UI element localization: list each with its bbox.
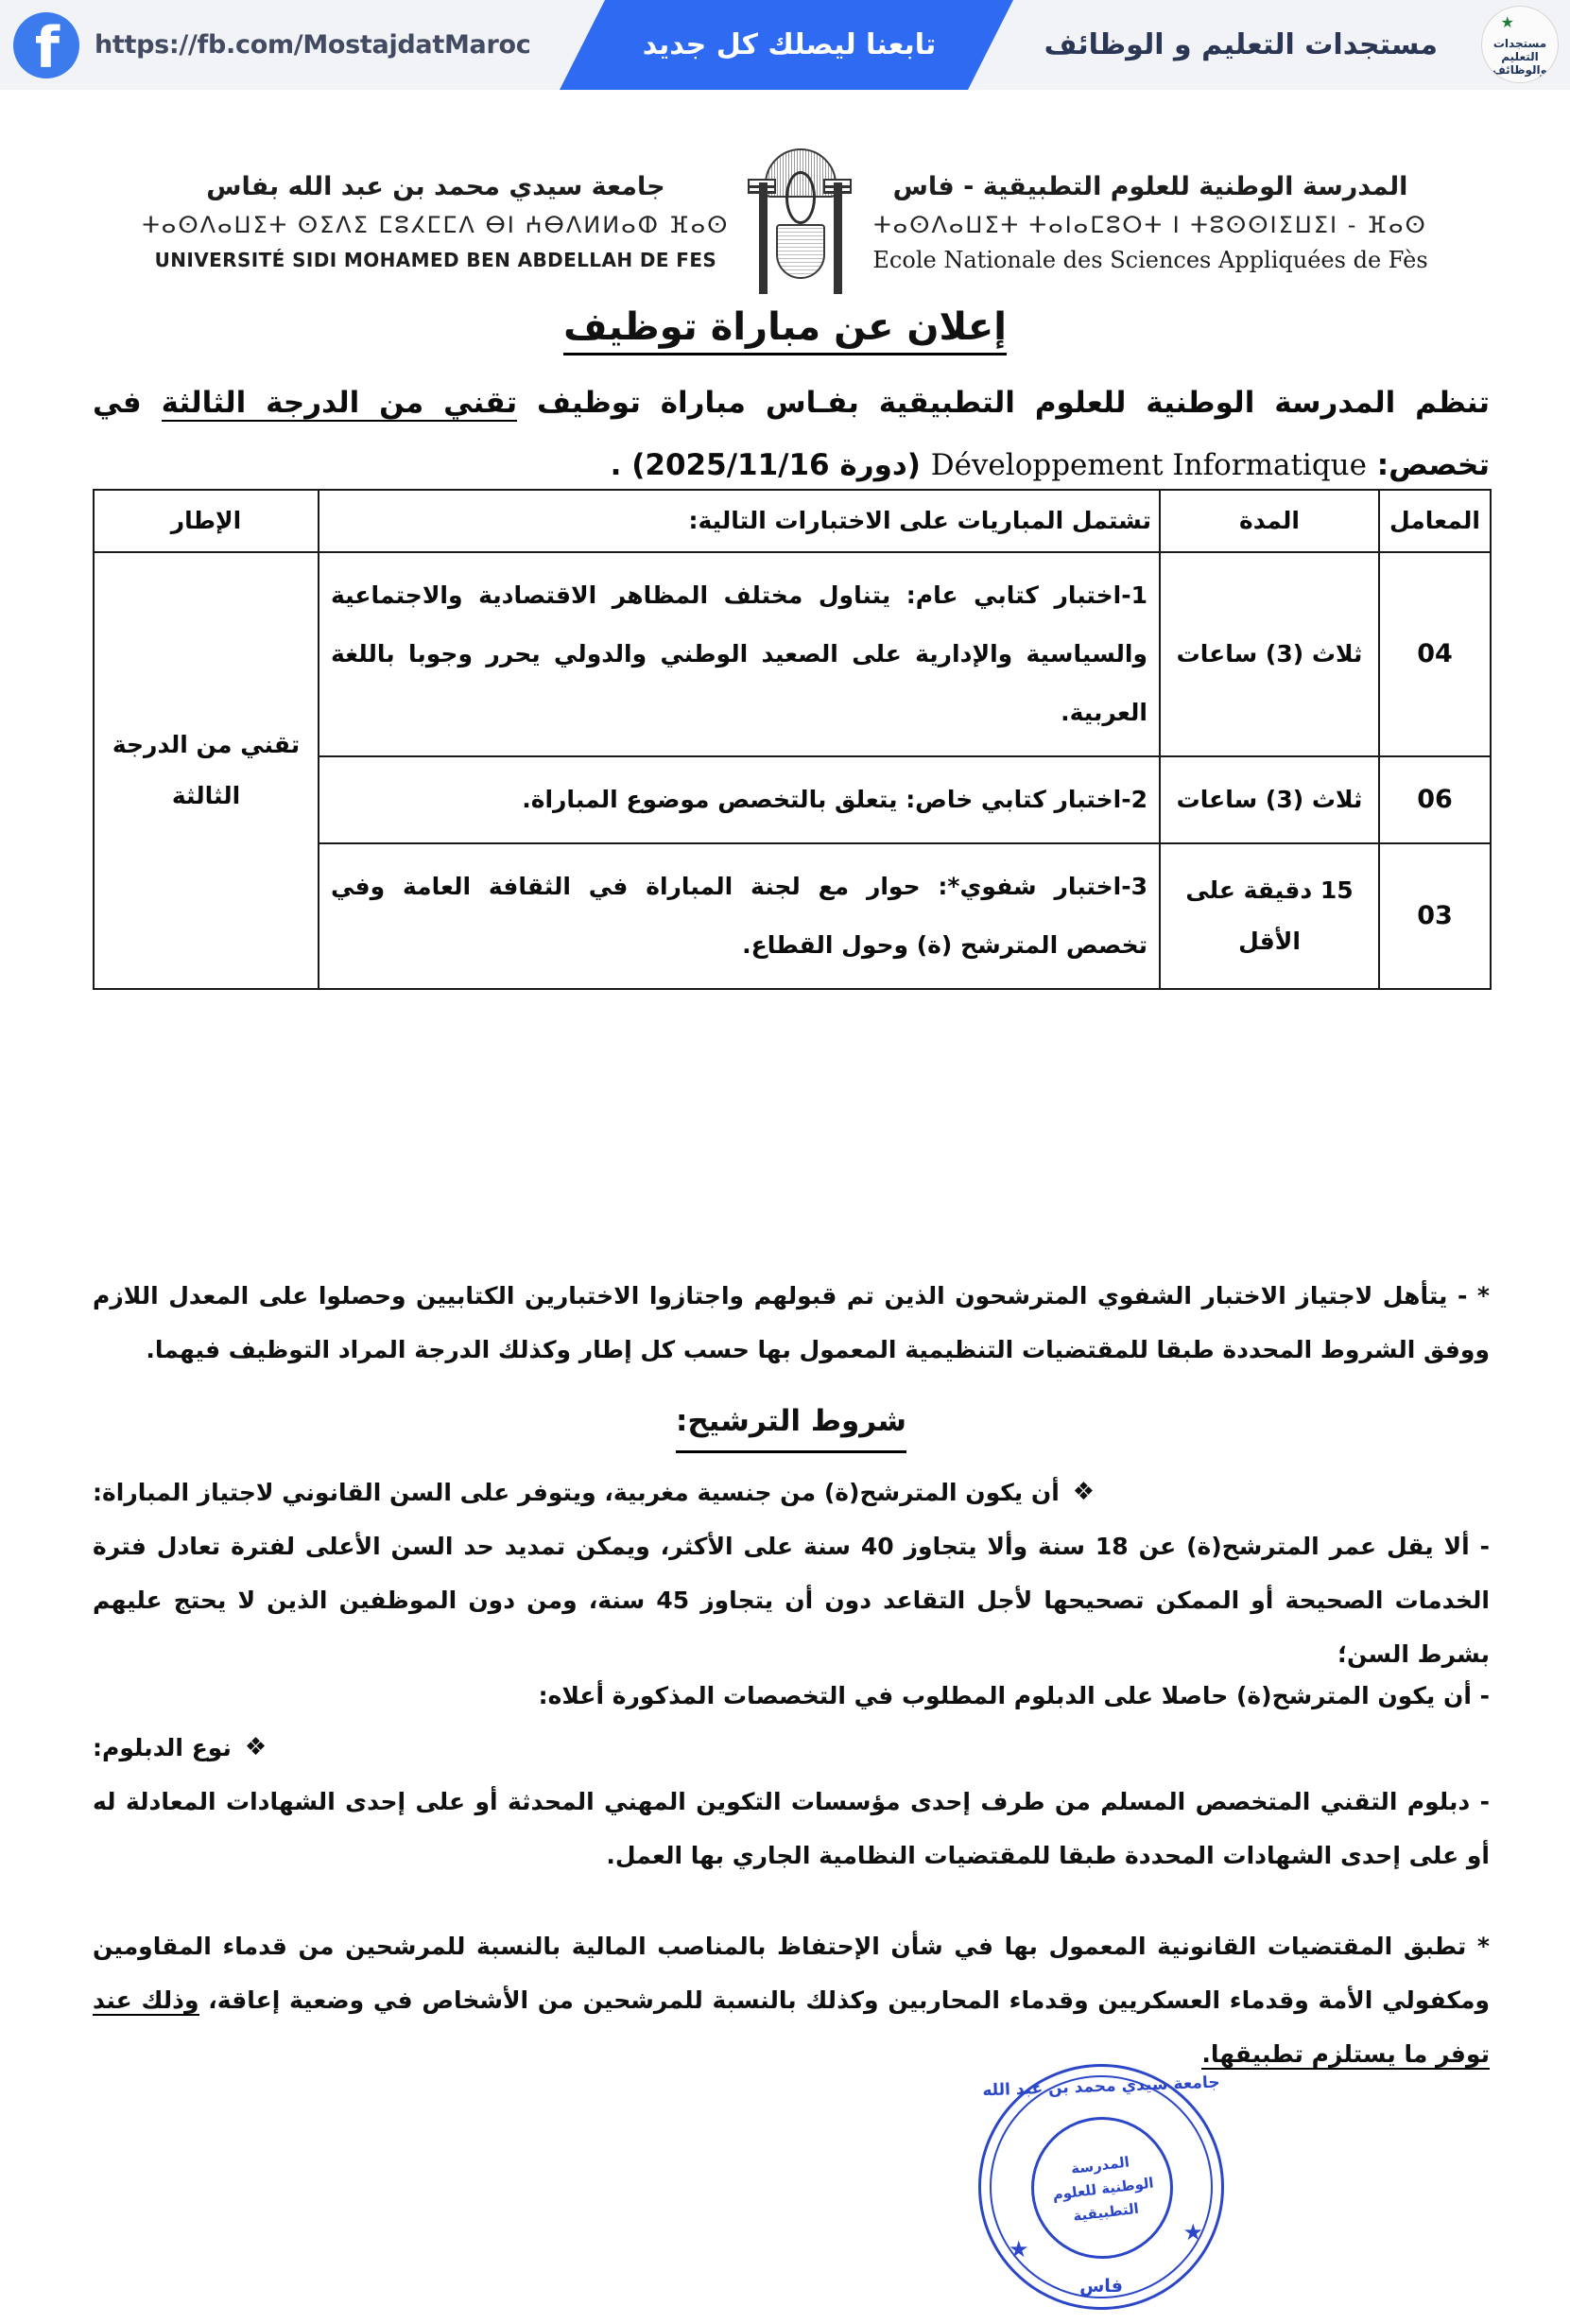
banner-brand-text: مستجدات التعليم و الوظائف bbox=[1044, 28, 1438, 61]
cell-duration-2: ثلاث (3) ساعات bbox=[1160, 756, 1379, 843]
header-frame: الإطار bbox=[94, 490, 319, 552]
stamp-outer-text: جامعة سيدي محمد بن عبد الله bbox=[982, 2073, 1220, 2101]
stamp-city-text: فاس bbox=[1079, 2276, 1123, 2297]
letterhead bbox=[0, 128, 1570, 317]
letterhead-university-block bbox=[142, 167, 729, 277]
conditions-heading bbox=[93, 1395, 1490, 1453]
emblem-crown-shape bbox=[776, 224, 825, 279]
bullet-row bbox=[93, 1466, 1490, 1519]
diamond-bullet-icon: ❖ bbox=[244, 1733, 267, 1761]
intro-part-1: تنظم المدرسة الوطنية للعلوم التطبيقية بفـاس مباراة توظيف bbox=[517, 386, 1490, 420]
school-name-french: Ecole Nationale des Sciences Appliquées de Fès bbox=[872, 247, 1428, 273]
stamp-inner-line-3: التطبيقية bbox=[1072, 2199, 1140, 2225]
emblem-left-pillar bbox=[759, 182, 768, 294]
emblem-center-oval bbox=[785, 171, 816, 224]
cell-description-2: 2-اختبار كتابي خاص: يتعلق بالتخصص موضوع المباراة. bbox=[319, 756, 1160, 843]
banner-brand-badge bbox=[1481, 6, 1559, 83]
header-coefficient: المعامل bbox=[1379, 490, 1491, 552]
diploma-body-text: - دبلوم التقني المتخصص المسلم من طرف إحدى مؤسسات التكوين المهني المحدثة أو على إحدى الشهادات المعادلة له أو على إحدى الشهادات المحددة طبقا للمقتضيات النظامية الجاري بها العمل. bbox=[93, 1788, 1490, 1869]
page-title-text: إعلان عن مباراة توظيف bbox=[563, 305, 1007, 356]
badge-line-2: والوظائف bbox=[1492, 62, 1548, 77]
cell-frame: تقني من الدرجة الثالثة bbox=[94, 552, 319, 989]
promo-banner bbox=[0, 0, 1570, 90]
legal-note-part-1: * تطبق المقتضيات القانونية المعمول بها في شأن الإحتفاظ بالمناصب المالية بالنسبة للمرشحين من قدماء المقاومين ومكفولي الأمة وقدماء العسكريين وقدماء المحاربين وكذلك بالنسبة للمرشحين من الأشخاص في وضعية إعاقة، bbox=[93, 1933, 1490, 2014]
stamp-star-left-icon: ★ bbox=[1009, 2236, 1029, 2263]
exam-table-head bbox=[94, 490, 1491, 552]
table-row bbox=[94, 552, 1491, 756]
cell-coefficient-3: 03 bbox=[1379, 843, 1491, 989]
cell-description-1: 1-اختبار كتابي عام: يتناول مختلف المظاهر الاقتصادية والاجتماعية والسياسية والإدارية على الصعيد الوطني والدولي يحرر وجوبا باللغة العربية. bbox=[319, 552, 1160, 756]
legal-note bbox=[93, 1919, 1490, 2081]
stamp-middle-ring bbox=[990, 2075, 1213, 2298]
emblem-right-pillar bbox=[834, 182, 842, 294]
university-name-arabic: جامعة سيدي محمد بن عبد الله بفاس bbox=[206, 172, 665, 201]
exam-table-body bbox=[94, 552, 1491, 989]
condition-age-detail: - ألا يقل عمر المترشح(ة) عن 18 سنة وألا يتجاوز 40 سنة على الأكثر، ويمكن تمديد حد السن الأعلى لفترة تعادل فترة الخدمات الصحيحة أو الممكن تصحيحها لأجل التقاعد دون أن يتجاوز 45 سنة، ومن دون الموظفين الذين لا يحتج عليهم بشرط السن؛ bbox=[93, 1533, 1491, 1668]
stamp-outer-ring bbox=[978, 2064, 1224, 2310]
cell-coefficient-1: 04 bbox=[1379, 552, 1491, 756]
exam-table bbox=[93, 489, 1492, 990]
school-name-arabic: المدرسة الوطنية للعلوم التطبيقية - فاس bbox=[892, 172, 1408, 201]
table-header-row bbox=[94, 490, 1491, 552]
banner-slogan: تابعنا ليصلك كل جديد bbox=[642, 28, 937, 61]
stamp-inner-line-2: الوطنية للعلوم bbox=[1051, 2174, 1155, 2203]
intro-period: . bbox=[610, 448, 632, 482]
morocco-crest-icon: ★ bbox=[1500, 12, 1514, 31]
condition-item-nationality bbox=[93, 1466, 1490, 1519]
stamp-inner-ring bbox=[1031, 2117, 1173, 2259]
intro-session: (دورة 2025/11/16) bbox=[631, 448, 921, 482]
cell-duration-3: 15 دقيقة على الأقل bbox=[1160, 843, 1379, 989]
condition-nationality-text: أن يكون المترشح(ة) من جنسية مغربية، ويتوفر على السن القانوني لاجتياز المباراة: bbox=[93, 1479, 1060, 1506]
school-name-tifinagh: ⵜⴰⵙⴷⴰⵡⵉⵜ ⵜⴰⵏⴰⵎⵓⵔⵜ ⵏ ⵜⵓⵙⵙⵏⵉⵡⵉⵏ - ⴼⴰⵙ bbox=[873, 212, 1427, 238]
facebook-url-link[interactable]: https://fb.com/MostajdatMaroc bbox=[95, 30, 531, 60]
university-emblem-icon bbox=[744, 145, 857, 301]
stamp-inner-line-1: المدرسة bbox=[1070, 2152, 1130, 2177]
document-sheet bbox=[0, 90, 1570, 2324]
diamond-bullet-icon: ❖ bbox=[1072, 1478, 1096, 1506]
conditions-heading-text: شروط الترشيح: bbox=[676, 1395, 906, 1453]
header-duration: المدة bbox=[1160, 490, 1379, 552]
cell-description-3: 3-اختبار شفوي*: حوار مع لجنة المباراة في الثقافة العامة وفي تخصص المترشح (ة) وحول القطاع. bbox=[319, 843, 1160, 989]
cell-coefficient-2: 06 bbox=[1379, 756, 1491, 843]
stamp-core-text bbox=[1030, 2125, 1176, 2253]
badge-line-1: مستجدات التعليم bbox=[1492, 36, 1547, 63]
cell-duration-1: ثلاث (3) ساعات bbox=[1160, 552, 1379, 756]
intro-underlined-grade: تقني من الدرجة الثالثة bbox=[161, 386, 518, 420]
university-name-french: UNIVERSITÉ SIDI MOHAMED BEN ABDELLAH DE FES bbox=[154, 249, 717, 271]
condition-diploma-detail: - أن يكون المترشح(ة) حاصلا على الدبلوم المطلوب في التخصصات المذكورة أعلاه: bbox=[538, 1682, 1490, 1709]
letterhead-school-block bbox=[872, 167, 1427, 277]
facebook-f-glyph: f bbox=[34, 15, 60, 81]
intro-paragraph bbox=[93, 372, 1490, 496]
page-title bbox=[0, 305, 1570, 356]
oral-exam-note: * - يتأهل لاجتياز الاختبار الشفوي المترشحون الذين تم قبولهم واجتازوا الاختبارين الكتابيين وحصلوا على المعدل اللازم ووفق الشروط المحددة طبقا للمقتضيات التنظيمية المعمول بها حسب كل إطار وكذلك الدرجة المراد التوظيف فيهما. bbox=[93, 1282, 1490, 1363]
legal-note-underlined: وذلك عند توفر ما يستلزم تطبيقها. bbox=[93, 1986, 1490, 2068]
stamp-star-right-icon: ★ bbox=[1182, 2219, 1203, 2246]
diploma-heading-text: نوع الدبلوم: bbox=[93, 1734, 232, 1761]
official-round-stamp-icon bbox=[978, 2064, 1232, 2317]
university-name-tifinagh: ⵜⴰⵙⴷⴰⵡⵉⵜ ⵙⵉⴷⵉ ⵎⵓⵃⵎⵎⴷ ⴱⵏ ⵄⴱⴷⵍⵍⴰⵀ ⴼⴰⵙ bbox=[142, 212, 730, 238]
diploma-heading bbox=[93, 1721, 1490, 1775]
bullet-row bbox=[93, 1721, 1490, 1775]
intro-specialty-french: Développement Informatique bbox=[930, 448, 1367, 482]
intro-part-2: في تخصص: bbox=[93, 386, 1490, 482]
header-description: تشتمل المباريات على الاختبارات التالية: bbox=[319, 490, 1160, 552]
facebook-icon[interactable] bbox=[13, 12, 79, 81]
